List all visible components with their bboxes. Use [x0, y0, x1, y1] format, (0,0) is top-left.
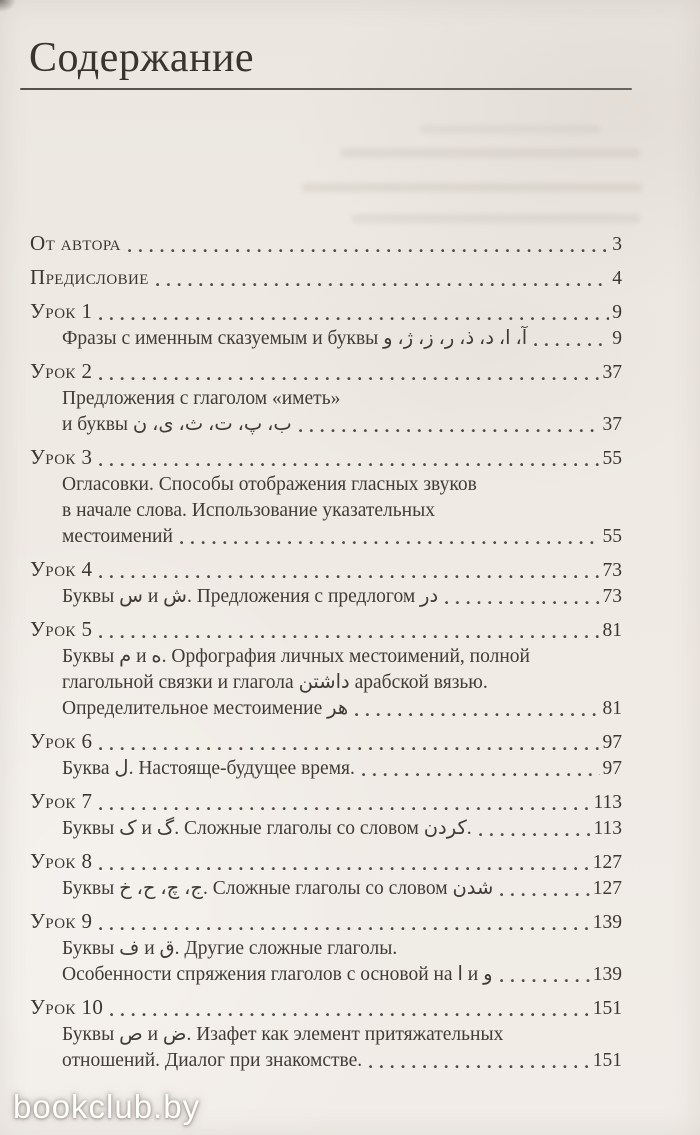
page-title: Содержание [29, 35, 255, 81]
toc-entry-label: Предложения с глаголом «иметь» [62, 388, 341, 409]
toc-entry-urok-8 [30, 848, 622, 876]
toc-subentry [30, 756, 622, 782]
dot-leader [128, 241, 609, 253]
toc-subentry [30, 498, 622, 524]
toc-subentry [30, 386, 622, 412]
table-of-contents [30, 224, 622, 1074]
toc-entry-label: местоимений [62, 526, 173, 547]
toc-subentry [30, 962, 622, 988]
scan-corner-artifact [0, 0, 16, 12]
toc-page-number: 113 [593, 818, 622, 839]
toc-entry-label: Урок 9 [30, 909, 93, 933]
toc-entry-label: Урок 10 [30, 995, 104, 1019]
toc-entry-label: Урок 5 [30, 617, 93, 641]
toc-page-number: 9 [612, 328, 622, 349]
dot-leader [500, 885, 589, 897]
toc-entry-urok-2 [30, 358, 622, 386]
toc-page-number: 127 [592, 852, 622, 873]
toc-page-number: 81 [602, 698, 622, 719]
toc-page-number: 97 [602, 758, 622, 779]
toc-subentry [30, 644, 622, 670]
dot-leader [369, 1057, 590, 1069]
toc-entry-label: Урок 4 [30, 557, 93, 581]
toc-entry-urok-6 [30, 728, 622, 756]
dot-leader [99, 859, 589, 871]
toc-page-number: 139 [592, 964, 622, 985]
toc-entry-label: Урок 8 [30, 849, 93, 873]
toc-page-number: 73 [602, 586, 622, 607]
toc-entry-label: глагольной связки и глагола داشتن арабской вязью. [62, 672, 488, 693]
toc-subentry [30, 1048, 622, 1074]
dot-leader [445, 593, 599, 605]
toc-entry-label: отношений. Диалог при знакомстве. [62, 1050, 363, 1071]
toc-page-number: 9 [612, 302, 622, 323]
toc-page-number: 127 [592, 878, 622, 899]
toc-entry-label: Буквы ک и گ. Сложные глаголы со словом کردن. [62, 818, 472, 839]
toc-entry-label: Буквы ف и ق. Другие сложные глаголы. [62, 938, 398, 959]
toc-subentry [30, 584, 622, 610]
dot-leader [99, 567, 599, 579]
toc-page-number: 81 [602, 620, 622, 641]
toc-page-number: 73 [602, 560, 622, 581]
page-bleed-through [420, 125, 600, 133]
toc-entry-label: Буквы س и ش. Предложения с предлогом در [62, 586, 439, 607]
toc-page-number: 151 [592, 998, 622, 1019]
toc-entry-label: Урок 6 [30, 729, 93, 753]
toc-page-number: 4 [612, 268, 622, 289]
dot-leader [355, 705, 599, 717]
toc-subentry [30, 876, 622, 902]
page-bleed-through [352, 214, 640, 223]
toc-entry-label: Буквы ج، چ، ح، خ. Сложные глаголы со словом شدن [62, 878, 494, 899]
toc-page-number: 3 [612, 234, 622, 255]
toc-entry-label: Буквы ص и ض. Изафет как элемент притяжательных [62, 1024, 504, 1045]
toc-subentry [30, 524, 622, 550]
toc-entry-label: Урок 1 [30, 299, 93, 323]
page-bleed-through [340, 148, 640, 158]
toc-subentry [30, 1022, 622, 1048]
toc-entry-predislovie [30, 264, 622, 292]
dot-leader [99, 739, 599, 751]
toc-entry-label: Огласовки. Способы отображения гласных звуков [62, 474, 477, 495]
toc-entry-urok-4 [30, 556, 622, 584]
toc-entry-label: и буквы ب، پ، ت، ث، ی، ن [62, 414, 292, 435]
toc-entry-urok-9 [30, 908, 622, 936]
dot-leader [99, 455, 599, 467]
toc-subentry [30, 816, 622, 842]
toc-entry-label: Буква ل. Настояще-будущее время. [62, 758, 355, 779]
toc-entry-ot-avtora [30, 230, 622, 258]
toc-subentry [30, 936, 622, 962]
toc-page-number: 139 [592, 912, 622, 933]
toc-entry-label: От автора [30, 231, 121, 255]
toc-entry-label: Фразы с именным сказуемым и буквы آ، ا، د، ذ، ر، ز، ژ، و [62, 328, 528, 349]
toc-entry-label: Буквы م и ه. Орфография личных местоимений, полной [62, 646, 530, 667]
dot-leader [500, 971, 590, 983]
toc-subentry [30, 326, 622, 352]
dot-leader [534, 335, 609, 347]
toc-entry-urok-3 [30, 444, 622, 472]
toc-page-number: 151 [592, 1050, 622, 1071]
toc-entry-label: Предисловие [30, 265, 149, 289]
toc-subentry [30, 670, 622, 696]
toc-entry-urok-1 [30, 298, 622, 326]
toc-entry-label: Урок 2 [30, 359, 93, 383]
dot-leader [99, 309, 609, 321]
dot-leader [299, 421, 600, 433]
dot-leader [156, 275, 609, 287]
toc-page-number: 55 [602, 448, 622, 469]
toc-entry-label: Особенности спряжения глаголов с основой на ا и و [62, 964, 493, 985]
toc-subentry [30, 412, 622, 438]
toc-entry-label: в начале слова. Использование указательных [62, 500, 435, 521]
toc-page-number: 37 [602, 362, 622, 383]
dot-leader [99, 799, 590, 811]
toc-page-number: 113 [593, 792, 622, 813]
dot-leader [479, 825, 591, 837]
toc-entry-urok-5 [30, 616, 622, 644]
toc-page-number: 55 [602, 526, 622, 547]
dot-leader [99, 919, 589, 931]
toc-entry-label: Урок 3 [30, 445, 93, 469]
toc-page-number: 37 [602, 414, 622, 435]
page-bleed-through [302, 183, 642, 192]
dot-leader [362, 765, 600, 777]
title-underline [20, 88, 632, 90]
dot-leader [99, 627, 599, 639]
bookclub-watermark: bookclub.by [13, 1088, 201, 1125]
toc-subentry [30, 472, 622, 498]
toc-entry-urok-10 [30, 994, 622, 1022]
toc-entry-label: Определительное местоимение هر [62, 698, 349, 719]
toc-entry-label: Урок 7 [30, 789, 93, 813]
dot-leader [110, 1005, 589, 1017]
toc-page-number: 97 [602, 732, 622, 753]
toc-subentry [30, 696, 622, 722]
dot-leader [99, 369, 599, 381]
dot-leader [180, 533, 600, 545]
toc-entry-urok-7 [30, 788, 622, 816]
